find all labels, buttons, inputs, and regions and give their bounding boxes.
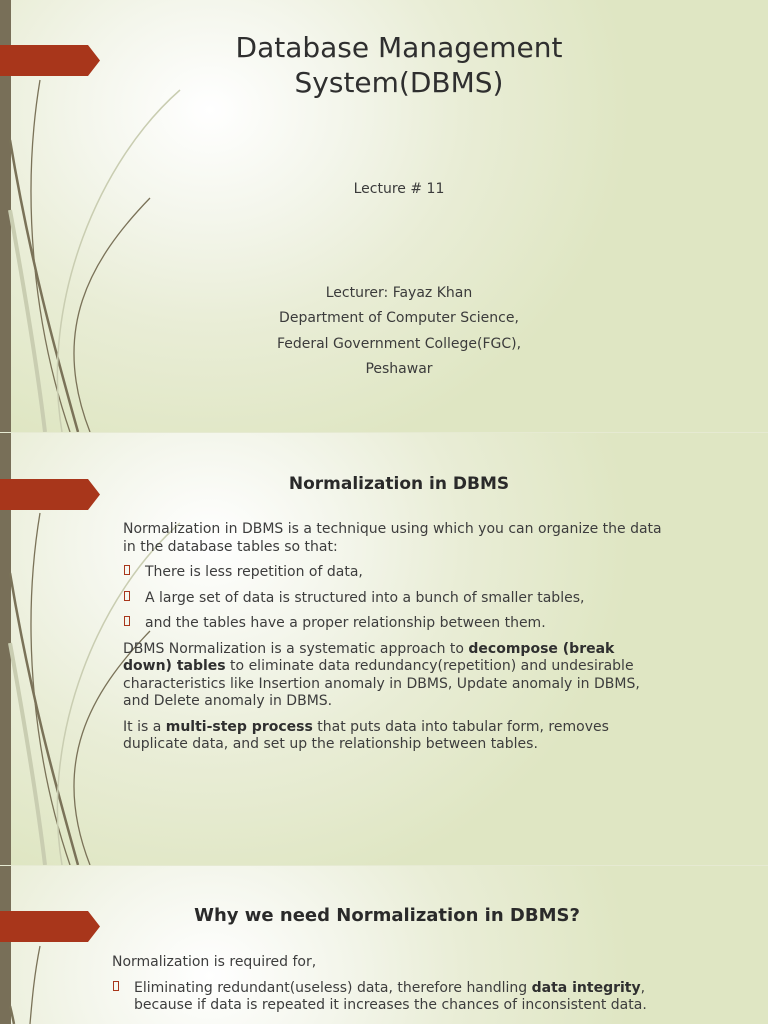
bullet-item: and the tables have a proper relationship between them. (123, 615, 668, 633)
normalization-slide (0, 433, 768, 865)
title-line-2: System(DBMS) (294, 66, 504, 99)
city: Peshawar (365, 360, 433, 377)
intro-paragraph: Normalization in DBMS is a technique using which you can organize the data in the database tables so that: (123, 521, 662, 555)
bold-text: data integrity (531, 979, 641, 996)
text-span: , because if data is repeated it increases the chances of inconsistent data. (134, 979, 647, 1013)
slide-heading: Why we need Normalization in DBMS? (194, 905, 580, 926)
slide-body (112, 954, 672, 1023)
bullet-item: There is less repetition of data, (123, 564, 668, 582)
college: Federal Government College(FGC), (276, 335, 522, 352)
lecturer-name: Lecturer: Fayaz Khan (325, 285, 473, 301)
lecture-number: Lecture # 11 (353, 181, 445, 197)
bullet-item (112, 980, 672, 1015)
bullet-item: A large set of data is structured into a bunch of smaller tables, (123, 590, 668, 608)
text-span: Eliminating redundant(useless) data, therefore handling (134, 979, 532, 996)
text-span: to eliminate data redundancy(repetition) and undesirable characteristics like Insertion anomaly in DBMS, Update anomaly in DBMS, and Delete anomaly in DBMS. (123, 658, 640, 709)
text-span: It is a (123, 718, 166, 735)
text-span: DBMS Normalization is a systematic approach to (123, 640, 469, 657)
text-span: that puts data into tabular form, removes duplicate data, and set up the relationship between tables. (123, 718, 609, 752)
lecturer-info (0, 281, 768, 382)
presentation-title (0, 30, 768, 100)
title-line-1: Database Management (235, 31, 563, 64)
approach-paragraph (123, 641, 668, 711)
why-normalization-slide (0, 866, 768, 1024)
intro-paragraph: Normalization is required for, (112, 954, 317, 970)
slide-heading: Normalization in DBMS (288, 474, 510, 494)
department: Department of Computer Science, (279, 310, 519, 327)
bold-text: multi-step process (165, 718, 313, 735)
bold-text: decompose (break down) tables (123, 640, 615, 674)
process-paragraph (123, 719, 668, 754)
title-slide (0, 0, 768, 432)
slide-body (123, 521, 668, 762)
